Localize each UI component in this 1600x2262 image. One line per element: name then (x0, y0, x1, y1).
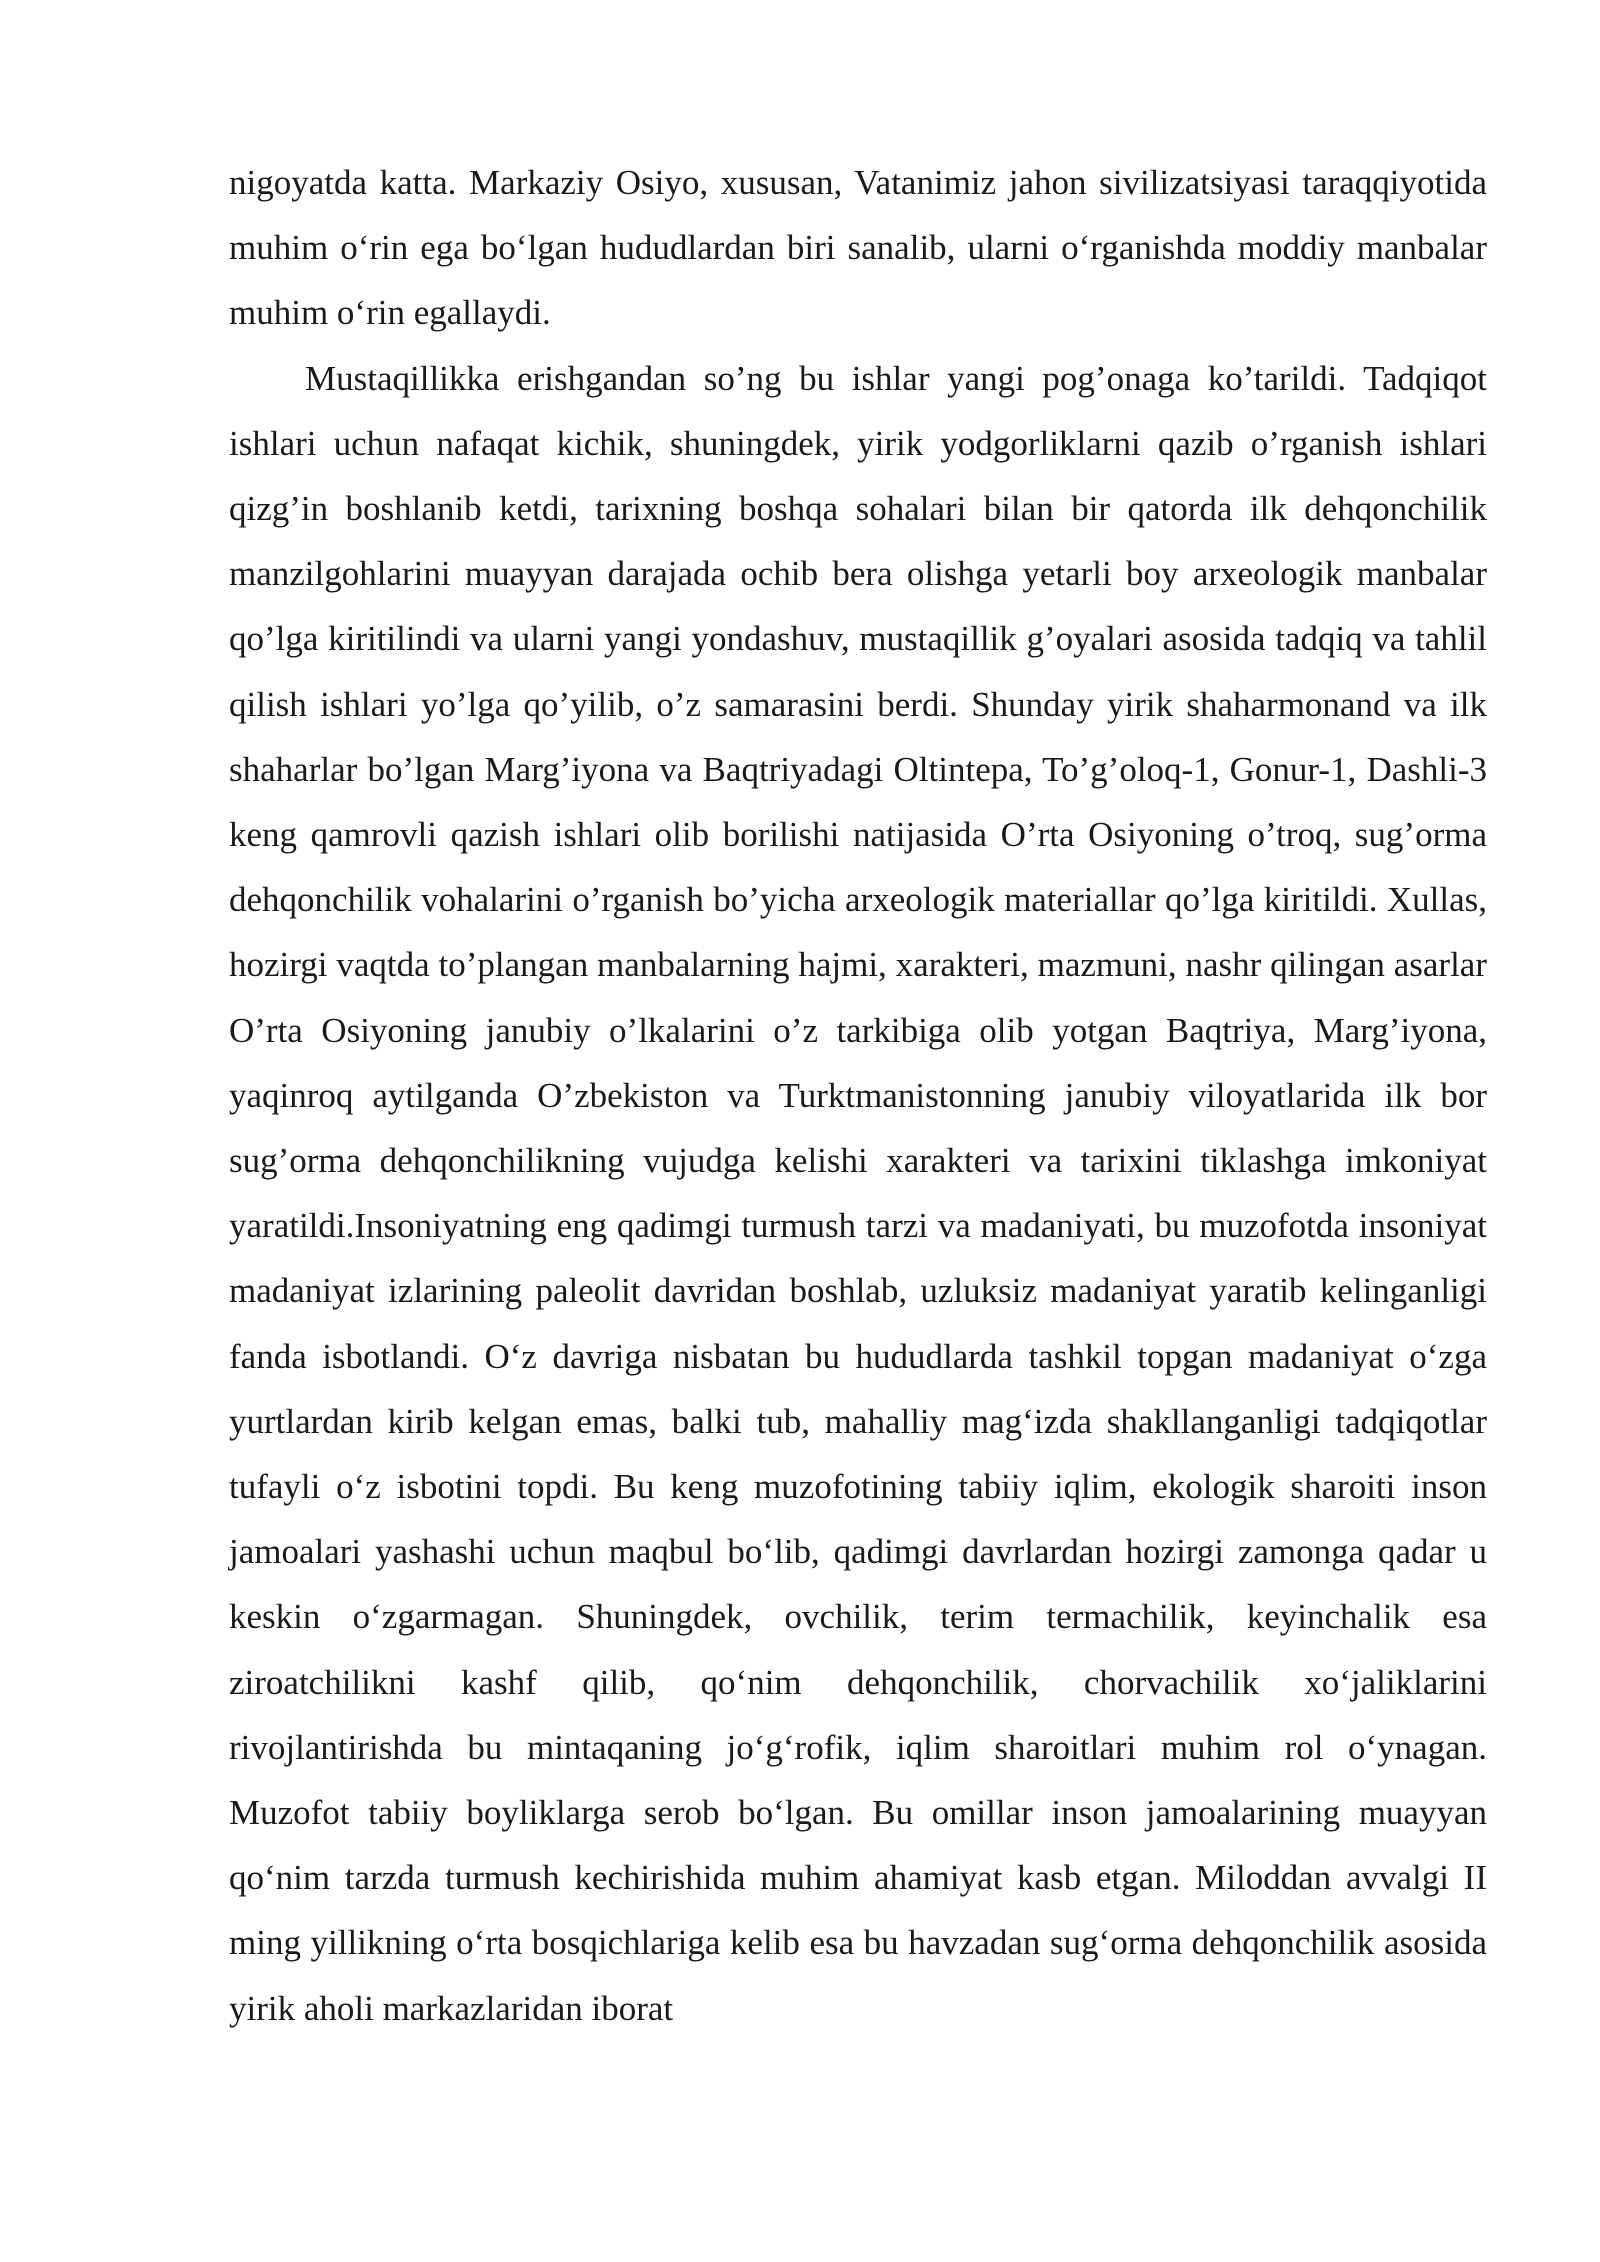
body-text (229, 150, 1487, 2041)
paragraph-continuation: nigoyatda katta. Markaziy Osiyo, xususan, Vatanimiz jahon sivilizatsiyasi taraqqiyotida muhim o‘rin ega bo‘lgan hududlardan biri sanalib, ularni o‘rganishda moddiy manbalar muhim o‘rin egallaydi. (229, 163, 1487, 333)
paragraph-main: Mustaqillikka erishgandan so’ng bu ishlar yangi pog’onaga ko’tarildi. Tadqiqot ishlari uchun nafaqat kichik, shuningdek, yirik yodgorliklarni qazib o’rganish ishlari qizg’in boshlanib ketdi, tarixning boshqa sohalari bilan bir qatorda ilk dehqonchilik manzilgohlarini muayyan darajada ochib bera olishga yetarli boy arxeologik manbalar qo’lga kiritilindi va ularni yangi yondashuv, mustaqillik g’oyalari asosida tadqiq va tahlil qilish ishlari yo’lga qo’yilib, o’z samarasini berdi. Shunday yirik shaharmonand va ilk shaharlar bo’lgan Marg’iyona va Baqtriyadagi Oltintepa, To’g’oloq-1, Gonur-1, Dashli-3 keng qamrovli qazish ishlari olib borilishi natijasida O’rta Osiyoning o’troq, sug’orma dehqonchilik vohalarini o’rganish bo’yicha arxeologik materiallar qo’lga kiritildi. Xullas, hozirgi vaqtda to’plangan manbalarning hajmi, xarakteri, mazmuni, nashr qilingan asarlar O’rta Osiyoning janubiy o’lkalarini o’z tarkibiga olib yotgan Baqtriya, Marg’iyona, yaqinroq aytilganda O’zbekiston va Turktmanistonning janubiy viloyatlarida ilk bor sug’orma dehqonchilikning vujudga kelishi xarakteri va tarixini tiklashga imkoniyat yaratildi.Insoniyatning eng qadimgi turmush tarzi va madaniyati, bu muzofotda insoniyat madaniyat izlarining paleolit davridan boshlab, uzluksiz madaniyat yaratib kelinganligi fanda isbotlandi. O‘z davriga nisbatan bu hududlarda tashkil topgan madaniyat o‘zga yurtlardan kirib kelgan emas, balki tub, mahalliy mag‘izda shakllanganligi tadqiqotlar tufayli o‘z isbotini topdi. Bu keng muzofotining tabiiy iqlim, ekologik sharoiti inson jamoalari yashashi uchun maqbul bo‘lib, qadimgi davrlardan hozirgi zamonga qadar u keskin o‘zgarmagan. Shuningdek, ovchilik, terim termachilik, keyinchalik esa ziroatchilikni kashf qilib, qo‘nim dehqonchilik, chorvachilik xo‘jaliklarini rivojlantirishda bu mintaqaning jo‘g‘rofik, iqlim sharoitlari muhim rol o‘ynagan. Muzofot tabiiy boyliklarga serob bo‘lgan. Bu omillar inson jamoalarining muayyan qo‘nim tarzda turmush kechirishida muhim ahamiyat kasb etgan. Miloddan avvalgi II ming yillikning o‘rta bosqichlariga kelib esa bu havzadan sug‘orma dehqonchilik asosida yirik aholi markazlaridan iborat (229, 358, 1487, 2028)
